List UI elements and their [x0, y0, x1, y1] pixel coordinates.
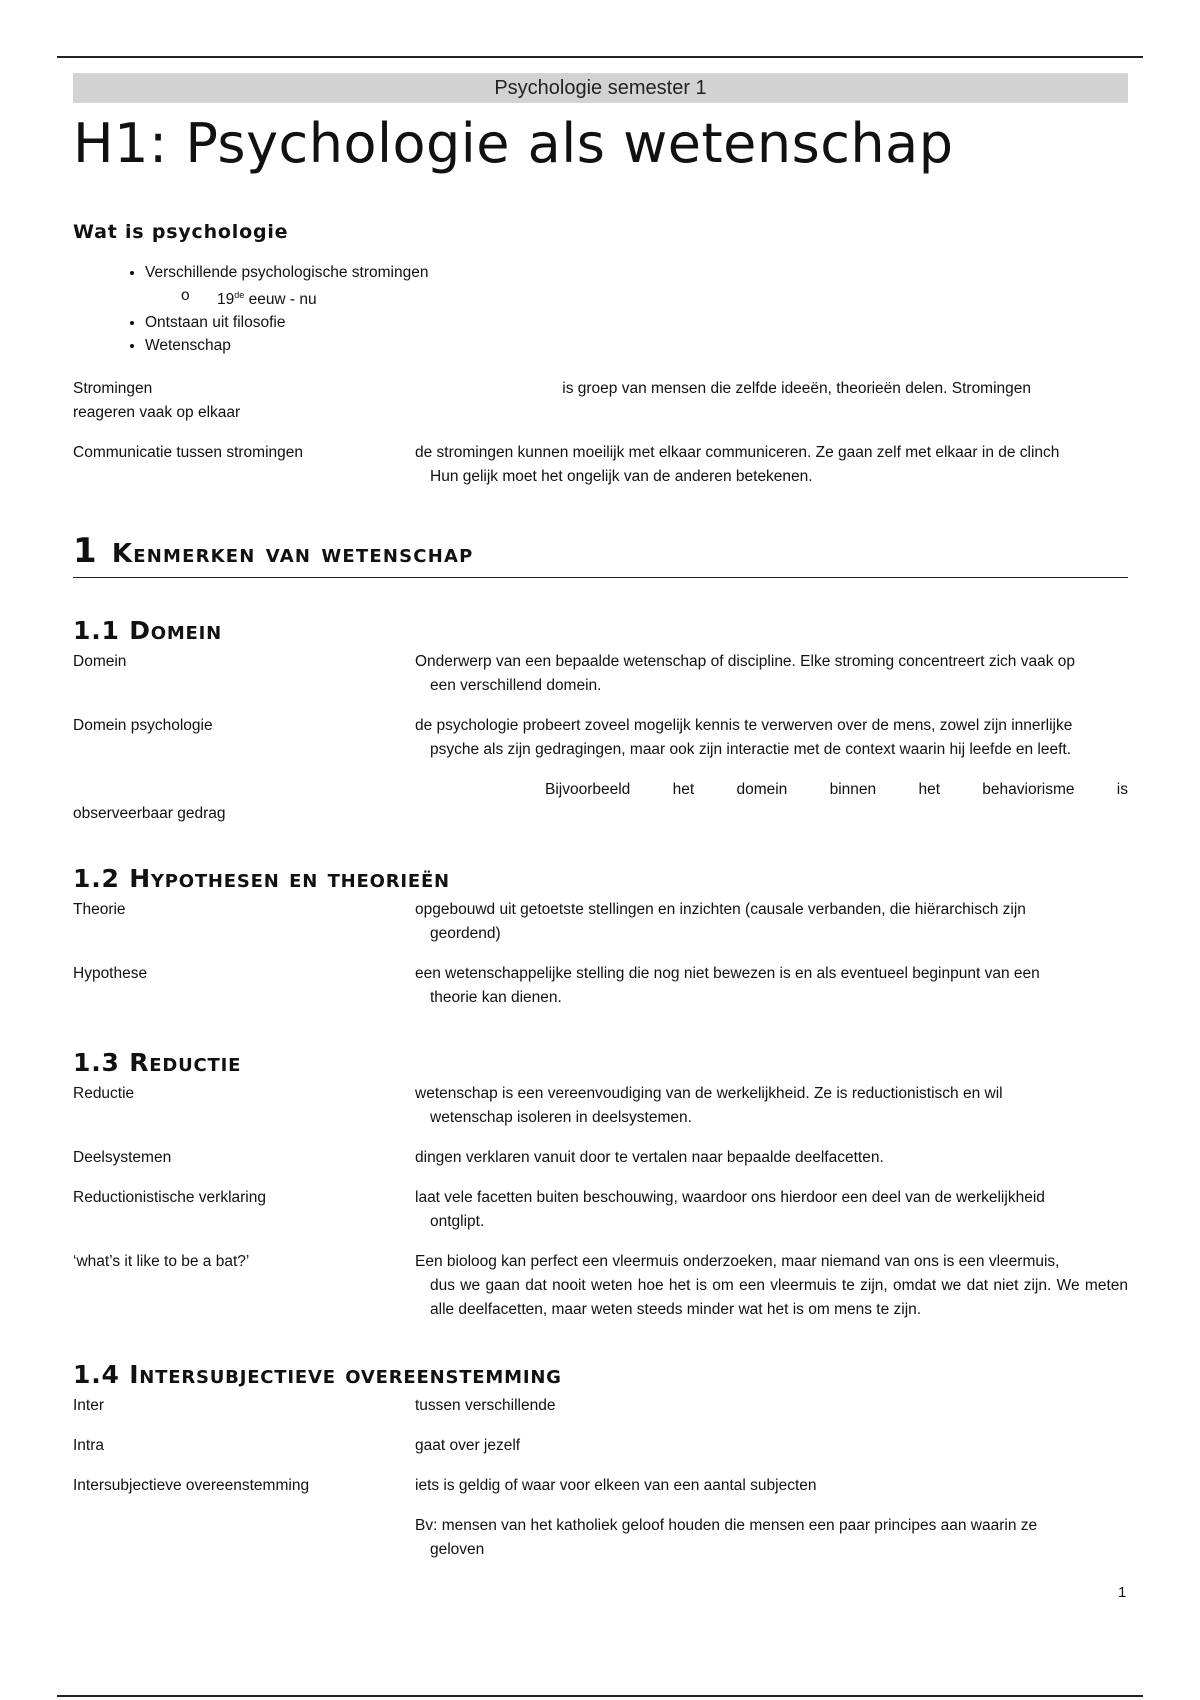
definition-row: Deelsystemen dingen verklaren vanuit door te vertalen naar bepaalde deelfacetten.: [73, 1149, 884, 1167]
section-heading-hypothesen: 1.2 Hypothesen en theorieën: [73, 864, 450, 894]
definition-row: Reductionistische verklaring laat vele facetten buiten beschouwing, waardoor ons hierdoor een deel van de werkelijkheid ontglipt.: [73, 1189, 1045, 1231]
definition-stromingen: Stromingen is groep van mensen die zelfde ideeën, theorieën delen. Stromingen reageren vaak op elkaar: [73, 380, 1032, 422]
definition-row: Intersubjectieve overeenstemming iets is geldig of waar voor elkeen van een aantal subjecten: [73, 1477, 817, 1495]
definition-row: ‘what’s it like to be a bat?’ Een bioloog kan perfect een vleermuis onderzoeken, maar niemand van ons is een vleermuis, dus we gaan dat nooit weten hoe het is om een vleermuis te zijn, omdat we dat niet zijn. We meten alle deelfacetten, maar weten steeds minder wat het is om mens te zijn.: [73, 1253, 1128, 1319]
definition-row: Bv: mensen van het katholiek geloof houden die mensen een paar principes aan waarin ze geloven: [415, 1517, 1038, 1559]
section-heading-domein: 1.1 Domein: [73, 616, 223, 646]
intro-heading: Wat is psychologie: [73, 221, 289, 244]
definition-row: Reductie wetenschap is een vereenvoudiging van de werkelijkheid. Ze is reductionistisch en wil wetenschap isoleren in deelsystemen.: [73, 1085, 1003, 1127]
running-header: Psychologie semester 1: [73, 73, 1128, 103]
section-heading-intersubjectieve: 1.4 Intersubjectieve overeenstemming: [73, 1360, 562, 1390]
definition-row: Hypothese een wetenschappelijke stelling die nog niet bewezen is en als eventueel beginpunt van een theorie kan dienen.: [73, 965, 1040, 1007]
definition-row: Domein Onderwerp van een bepaalde wetenschap of discipline. Elke stroming concentreert zich vaak op een verschillend domein.: [73, 653, 1075, 695]
definition-row: Intra gaat over jezelf: [73, 1437, 521, 1455]
list-item: • Wetenschap: [145, 334, 1128, 357]
definition-row: Domein psychologie de psychologie probeert zoveel mogelijk kennis te verwerven over de mens, zowel zijn innerlijke psyche als zijn gedragingen, maar ook zijn interactie met de context waarin hij leefde en leeft.: [73, 717, 1073, 759]
definition-communicatie: Communicatie tussen stromingen de stromingen kunnen moeilijk met elkaar communiceren. Ze gaan zelf met elkaar in de clinch Hun gelijk moet het ongelijk van de anderen betekenen.: [73, 444, 1060, 486]
sub-list-item: o 19de eeuw - nu: [181, 287, 317, 309]
chapter-heading: 1 Kenmerken van wetenschap: [73, 531, 1128, 578]
list-item: • Ontstaan uit filosofie: [145, 311, 1128, 334]
definition-row: Inter tussen verschillende: [73, 1397, 556, 1415]
definition-row: Theorie opgebouwd uit getoetste stellingen en inzichten (causale verbanden, die hiërarchisch zijn geordend): [73, 901, 1026, 943]
example-row: Bijvoorbeeld het domein binnen het behaviorisme is observeerbaar gedrag: [73, 781, 1128, 823]
top-rule: [57, 56, 1143, 58]
document-page: [73, 73, 1128, 1562]
list-item: • Verschillende psychologische stromingen o 19de eeuw - nu: [145, 261, 1128, 311]
bottom-rule: [57, 1695, 1143, 1697]
page-number: 1: [1118, 1584, 1127, 1601]
section-heading-reductie: 1.3 Reductie: [73, 1048, 242, 1078]
intro-bullet-list: [73, 261, 1128, 357]
document-title: H1: Psychologie als wetenschap: [73, 112, 954, 175]
